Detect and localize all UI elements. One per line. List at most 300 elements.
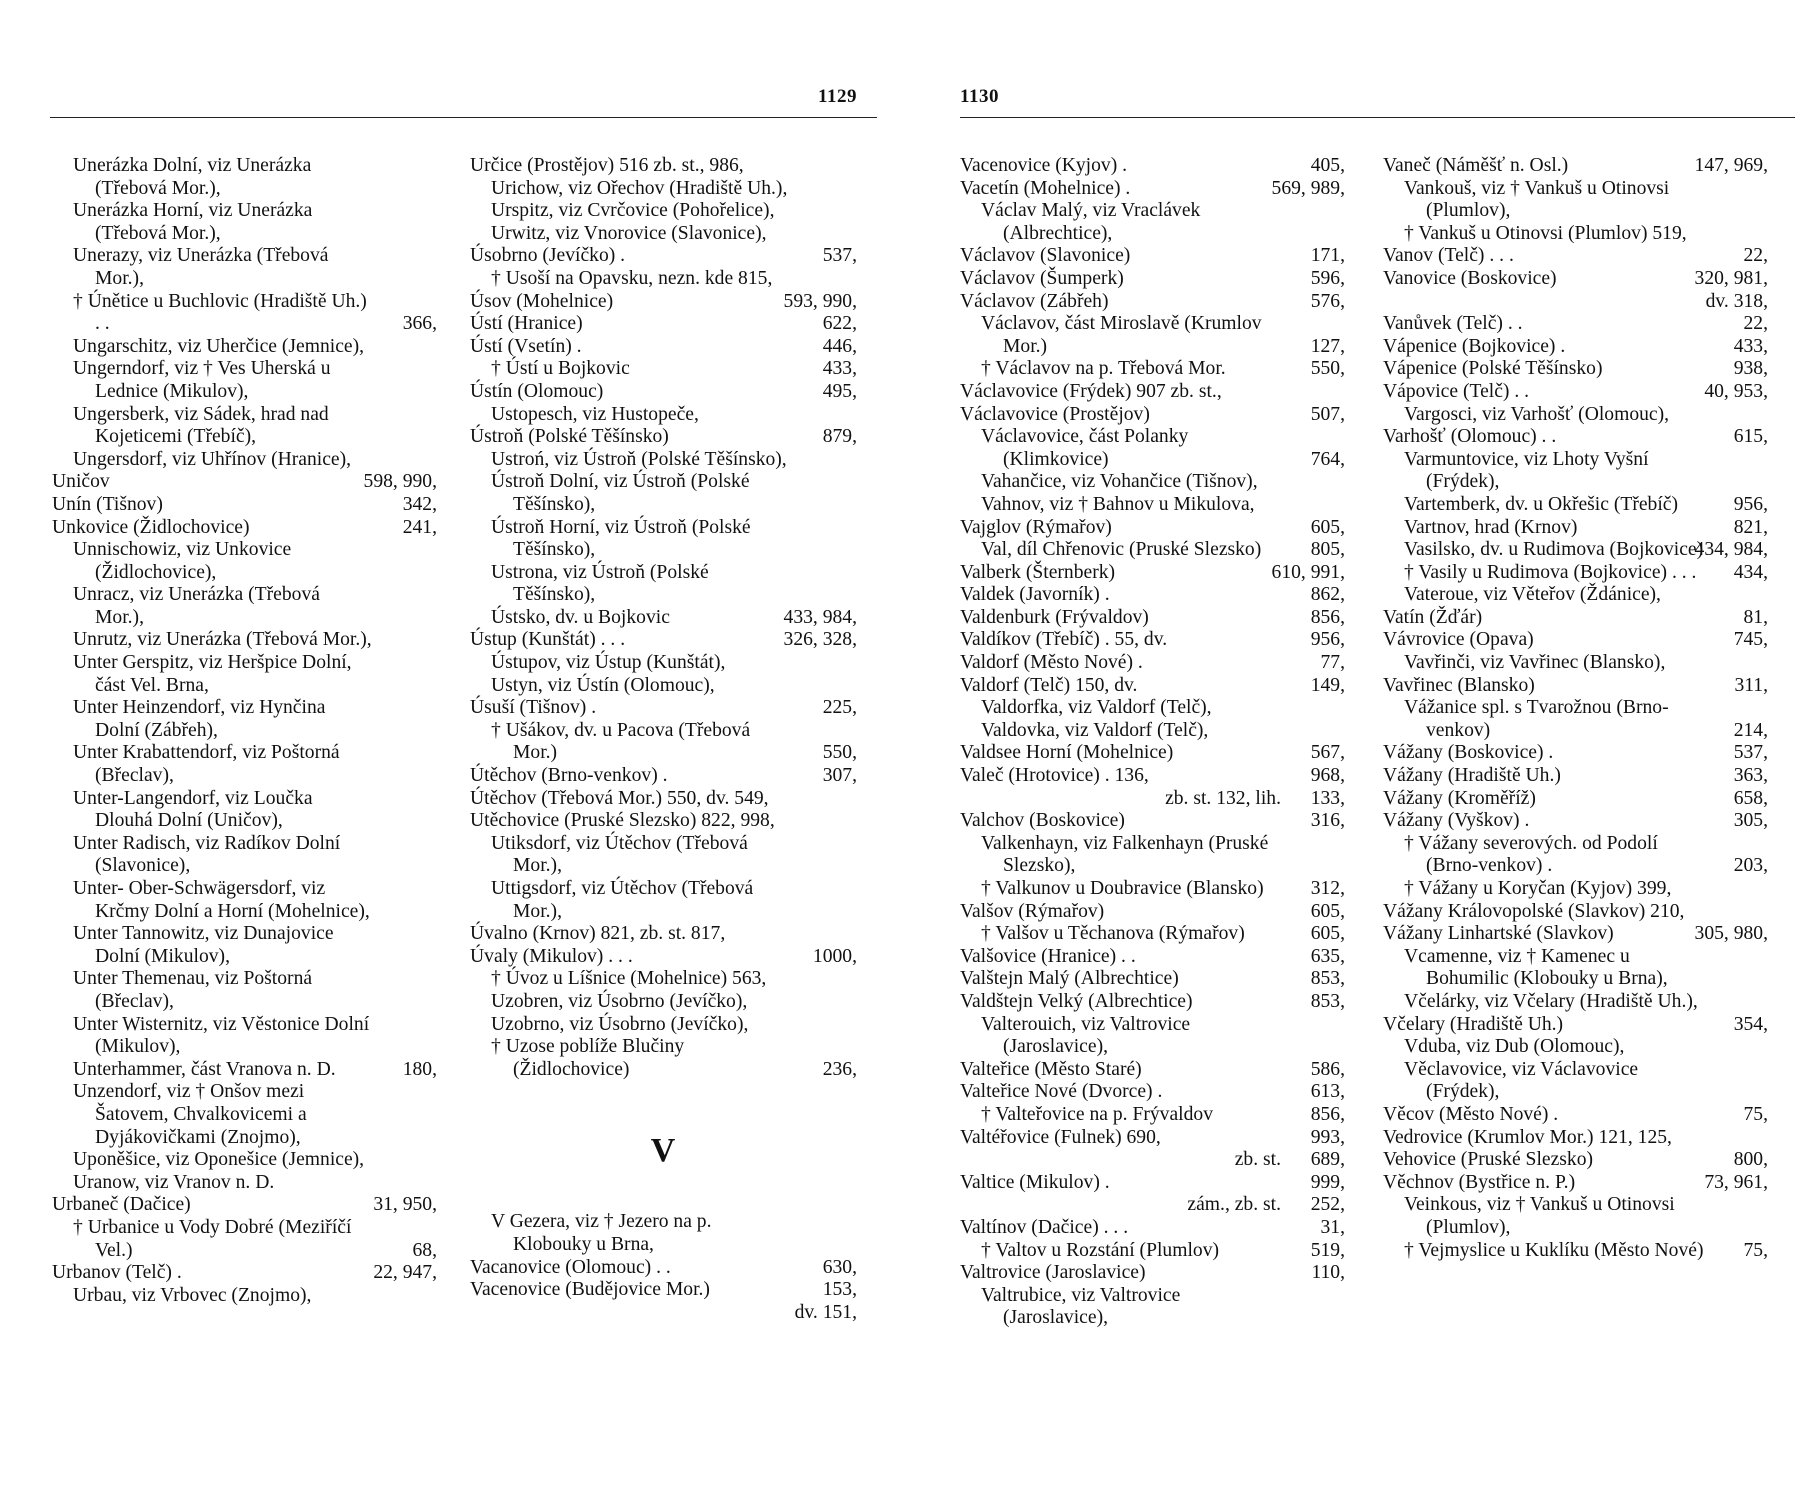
- index-entry: [52, 200, 437, 245]
- entry-text: Ustroń, viz Ústroň (Polské Těšínsko),: [491, 448, 787, 470]
- index-entry: [52, 336, 437, 359]
- index-entry: [960, 426, 1345, 471]
- index-entry: [1383, 607, 1768, 630]
- index-entry: [960, 1104, 1345, 1127]
- entry-text: Václavov, část Miroslavě (Krumlov Mor.): [981, 313, 1262, 357]
- entry-text: Unter Heinzendorf, viz Hynčina Dolní (Zábřeh),: [73, 697, 326, 741]
- entry-page-refs: 968,: [1310, 765, 1345, 787]
- index-entry: [52, 788, 437, 833]
- section-letter: V: [650, 1132, 677, 1170]
- index-entry: [52, 652, 437, 697]
- entry-text: Útěchov (Brno-venkov) .: [470, 765, 668, 787]
- index-entry: [960, 833, 1345, 878]
- index-entry: [960, 946, 1345, 969]
- entry-page-refs: 149,: [1310, 674, 1345, 696]
- entry-text: Valtrovice (Jaroslavice): [960, 1262, 1146, 1284]
- index-entry: [470, 878, 857, 923]
- entry-text: Vážany (Boskovice) .: [1383, 742, 1554, 764]
- index-entry: [1383, 991, 1768, 1014]
- index-entry: [1383, 1240, 1768, 1263]
- entry-text: † Ušákov, dv. u Pacova (Třebová Mor.): [491, 719, 751, 764]
- entry-text: Valdek (Javorník) .: [960, 584, 1110, 606]
- index-entry: [960, 494, 1345, 517]
- index-entry: [470, 788, 857, 811]
- entry-page-refs: 800,: [1733, 1149, 1768, 1171]
- entry-text: Včelary (Hradiště Uh.): [1383, 1013, 1564, 1035]
- index-entry: [52, 878, 437, 923]
- entry-text: Veinkous, viz † Vankuš u Otinovsi (Plumlov),: [1404, 1194, 1675, 1238]
- index-entry: [1383, 788, 1768, 811]
- index-entry: [1383, 449, 1768, 494]
- index-entry: [960, 313, 1345, 358]
- index-entry: [960, 539, 1345, 562]
- index-entry: [470, 155, 857, 178]
- entry-text: Valterouich, viz Valtrovice (Jaroslavice),: [981, 1013, 1191, 1058]
- entry-text: Valšov (Rýmařov): [960, 900, 1105, 922]
- entry-page-refs: 22,: [1743, 313, 1768, 335]
- entry-page-refs: 764,: [1310, 448, 1345, 470]
- entry-text: Uzobren, viz Úsobrno (Jevíčko),: [491, 990, 748, 1012]
- entry-text: Úvalno (Krnov) 821, zb. st. 817,: [470, 923, 726, 945]
- entry-text: Valštejn Malý (Albrechtice): [960, 968, 1179, 990]
- entry-text: Vduba, viz Dub (Olomouc),: [1404, 1036, 1625, 1058]
- entry-text: Vahančice, viz Vohančice (Tišnov),: [981, 471, 1258, 493]
- entry-text: Valtice (Mikulov) .: [960, 1171, 1110, 1193]
- index-entry: [960, 291, 1345, 314]
- index-entry: [470, 697, 857, 720]
- entry-page-refs: 81,: [1743, 606, 1768, 628]
- entry-page-refs: 312,: [1310, 878, 1345, 899]
- entry-page-refs: 405,: [1310, 155, 1345, 176]
- entry-text: Vavřinči, viz Vavřinec (Blansko),: [1404, 652, 1666, 674]
- entry-page-refs: 320, 981,: [1694, 267, 1768, 289]
- index-entry: [1383, 923, 1768, 946]
- index-entry: [470, 268, 857, 291]
- index-entry: [52, 1285, 437, 1308]
- index-entry: [960, 178, 1345, 201]
- index-entry: [960, 810, 1345, 833]
- index-entry: [1383, 742, 1768, 765]
- entry-text: Ústroň (Polské Těšínsko): [470, 426, 669, 448]
- entry-page-refs: 127,: [1310, 335, 1345, 357]
- entry-text: Věcov (Město Nové) .: [1383, 1103, 1559, 1125]
- index-column: [1383, 155, 1768, 1262]
- entry-text: Úsov (Mohelnice): [470, 290, 614, 312]
- entry-text: Úsobrno (Jevíčko) .: [470, 245, 626, 267]
- index-entry: [1383, 268, 1768, 291]
- index-entry: [960, 1240, 1345, 1263]
- index-entry: [52, 471, 437, 494]
- entry-text: Václavovice (Frýdek) 907 zb. st.,: [960, 380, 1222, 402]
- index-entry: [960, 471, 1345, 494]
- entry-text: † Uzose poblíže Blučiny (Židlochovice): [491, 1036, 685, 1080]
- index-entry: [960, 629, 1345, 652]
- index-entry: [1383, 313, 1768, 336]
- index-entry: [470, 1211, 857, 1256]
- index-entry: [470, 358, 857, 381]
- index-entry: [960, 155, 1345, 178]
- index-entry: [470, 336, 857, 359]
- entry-page-refs: 153,: [822, 1279, 857, 1301]
- index-column: [470, 155, 857, 1324]
- entry-page-refs: 434, 984,: [1694, 539, 1768, 561]
- index-entry: [1383, 1149, 1768, 1172]
- entry-text: Ungerndorf, viz † Ves Uherská u Lednice (Mikulov),: [73, 358, 331, 402]
- index-entry: [52, 358, 437, 403]
- entry-text: † Vážany u Koryčan (Kyjov) 399,: [1404, 878, 1672, 899]
- entry-text: † Valteřovice na p. Frývaldov: [981, 1103, 1213, 1125]
- entry-text: † Vejmyslice u Kuklíku (Město Nové): [1404, 1239, 1704, 1261]
- index-entry: [960, 901, 1345, 924]
- entry-page-refs: 805,: [1310, 539, 1345, 561]
- entry-text: Václavovice, část Polanky (Klimkovice): [981, 426, 1189, 470]
- index-entry: [1383, 652, 1768, 675]
- index-entry: [470, 923, 857, 946]
- entry-text: Úvaly (Mikulov) . . .: [470, 945, 633, 967]
- index-entry: [960, 968, 1345, 991]
- entry-text: Vacanovice (Olomouc) . .: [470, 1256, 671, 1278]
- entry-text: Václavovice (Prostějov): [960, 403, 1150, 425]
- entry-text: Utěchovice (Pruské Slezsko) 822, 998,: [470, 810, 775, 832]
- entry-text: † Václavov na p. Třebová Mor.: [981, 358, 1226, 380]
- entry-text: Urspitz, viz Cvrčovice (Pohořelice),: [491, 200, 775, 222]
- entry-text: Úsuší (Tišnov) .: [470, 697, 597, 719]
- entry-text: † Vankuš u Otinovsi (Plumlov) 519,: [1404, 222, 1687, 244]
- entry-page-refs: 598, 990,: [363, 471, 437, 493]
- index-entry: [1383, 946, 1768, 991]
- entry-text: Valkenhayn, viz Falkenhayn (Pruské Slezsko),: [981, 832, 1269, 877]
- entry-page-refs: 596,: [1310, 267, 1345, 289]
- entry-text: Valdenburk (Frývaldov): [960, 606, 1149, 628]
- entry-text: Ústroň Horní, viz Ústroň (Polské Těšínsko),: [491, 516, 751, 561]
- index-entry: [52, 1081, 437, 1149]
- index-entry: [1383, 697, 1768, 742]
- index-entry: [960, 381, 1345, 404]
- entry-page-refs: 305,: [1733, 810, 1768, 832]
- index-entry: [470, 1014, 857, 1037]
- index-column: [52, 155, 437, 1307]
- index-entry: [470, 833, 857, 878]
- index-entry: [470, 223, 857, 246]
- index-entry: [470, 517, 857, 562]
- entry-text: † Valtov u Rozstání (Plumlov): [981, 1239, 1220, 1261]
- index-entry: [52, 291, 437, 336]
- entry-page-refs: 203,: [1733, 855, 1768, 877]
- entry-text: Vápenice (Bojkovice) .: [1383, 335, 1566, 357]
- entry-page-refs: 567,: [1310, 742, 1345, 764]
- entry-text: Včelárky, viz Včelary (Hradiště Uh.),: [1404, 990, 1698, 1012]
- entry-text: Vankouš, viz † Vankuš u Otinovsi (Plumlov),: [1404, 177, 1670, 222]
- entry-text: Ústí (Hranice): [470, 313, 583, 335]
- entry-page-refs: 75,: [1743, 1239, 1768, 1261]
- entry-page-refs: 745,: [1733, 629, 1768, 651]
- index-entry: [960, 742, 1345, 765]
- entry-page-refs: 956,: [1733, 493, 1768, 515]
- index-entry: [1383, 584, 1768, 607]
- entry-page-refs: 605,: [1310, 900, 1345, 922]
- entry-text: † Únětice u Buchlovic (Hradiště Uh.) . .: [73, 290, 367, 335]
- entry-text: Urbau, viz Vrbovec (Znojmo),: [73, 1284, 312, 1306]
- index-entry: [470, 200, 857, 223]
- entry-text: Vartemberk, dv. u Okřešic (Třebíč): [1404, 493, 1679, 515]
- index-entry: [470, 765, 857, 788]
- entry-page-refs: 615,: [1733, 426, 1768, 448]
- index-entry: [960, 765, 1345, 788]
- entry-page-refs: 77,: [1320, 652, 1345, 674]
- entry-page-refs: 519,: [1310, 1239, 1345, 1261]
- index-entry: [470, 607, 857, 630]
- entry-text: Vacetín (Mohelnice) .: [960, 177, 1131, 199]
- entry-text: Vedrovice (Krumlov Mor.) 121, 125,: [1383, 1126, 1672, 1148]
- entry-page-refs: 40, 953,: [1704, 380, 1768, 402]
- index-entry: [960, 991, 1345, 1014]
- index-entry: [52, 584, 437, 629]
- entry-text: Vajglov (Rýmařov): [960, 516, 1112, 538]
- entry-page-refs: 316,: [1310, 810, 1345, 832]
- entry-text: Valchov (Boskovice): [960, 810, 1125, 832]
- entry-text: Věchnov (Bystřice n. P.): [1383, 1171, 1576, 1193]
- index-entry: [1383, 404, 1768, 427]
- entry-page-refs: 147, 969,: [1694, 155, 1768, 176]
- entry-text: Ungarschitz, viz Uherčice (Jemnice),: [73, 335, 365, 357]
- entry-text: Ustyn, viz Ústín (Olomouc),: [491, 674, 715, 696]
- entry-text: Vartnov, hrad (Krnov): [1404, 516, 1578, 538]
- page-number: 1130: [960, 86, 999, 107]
- entry-text: † Vasily u Rudimova (Bojkovice) . . .: [1404, 561, 1697, 583]
- entry-page-refs: 853,: [1310, 990, 1345, 1012]
- entry-text: Vasilsko, dv. u Rudimova (Bojkovice): [1404, 539, 1704, 561]
- entry-page-refs: 22, 947,: [373, 1262, 437, 1284]
- entry-page-refs: 366,: [402, 313, 437, 335]
- index-entry: [960, 1262, 1345, 1285]
- index-entry: [1383, 765, 1768, 788]
- index-entry: [470, 1279, 857, 1302]
- entry-text: Unterhammer, část Vranova n. D.: [73, 1058, 336, 1080]
- index-entry: [960, 1014, 1345, 1059]
- entry-text: † Úvoz u Líšnice (Mohelnice) 563,: [491, 968, 767, 990]
- index-entry: [960, 652, 1345, 675]
- entry-page-refs: 593, 990,: [783, 290, 857, 312]
- entry-text: Vanůvek (Telč) . .: [1383, 313, 1523, 335]
- entry-text: Václavov (Šumperk): [960, 267, 1124, 289]
- entry-text: Ústín (Olomouc): [470, 380, 604, 402]
- index-entry: [1383, 833, 1768, 878]
- index-entry: [1383, 675, 1768, 698]
- entry-page-refs: 433, 984,: [783, 606, 857, 628]
- index-entry: [960, 675, 1345, 698]
- entry-text: Vacenovice (Budějovice Mor.): [470, 1279, 710, 1301]
- index-entry: [1383, 245, 1768, 268]
- entry-page-refs: 999,: [1310, 1171, 1345, 1193]
- index-entry: [470, 810, 857, 833]
- index-entry: [52, 833, 437, 878]
- entry-text: Valdštejn Velký (Albrechtice): [960, 990, 1193, 1012]
- entry-text: Unerazy, viz Unerázka (Třebová Mor.),: [73, 245, 329, 289]
- entry-page-refs: 241,: [402, 516, 437, 538]
- index-entry: [1383, 517, 1768, 540]
- entry-text: Urichow, viz Ořechov (Hradiště Uh.),: [491, 177, 788, 199]
- entry-text: Varhošť (Olomouc) . .: [1383, 426, 1557, 448]
- entry-text: Vážany (Hradiště Uh.): [1383, 765, 1561, 787]
- entry-text: Ústupov, viz Ústup (Kunštát),: [491, 652, 726, 674]
- index-entry: [470, 381, 857, 404]
- index-entry: [52, 517, 437, 540]
- entry-text: Unter Krabattendorf, viz Poštorná (Břeclav),: [73, 742, 340, 787]
- entry-page-refs: 993,: [1310, 1126, 1345, 1148]
- entry-page-refs: 342,: [402, 493, 437, 515]
- entry-text: Unerázka Dolní, viz Unerázka (Třebová Mor.),: [73, 155, 312, 199]
- entry-page-refs: 610, 991,: [1271, 561, 1345, 583]
- entry-text: Valeč (Hrotovice) . 136,: [960, 765, 1149, 787]
- index-entry: [52, 742, 437, 787]
- index-entry: [1383, 1036, 1768, 1059]
- index-entry: [1383, 494, 1768, 517]
- index-entry: [1383, 223, 1768, 246]
- entry-page-refs: 236,: [822, 1058, 857, 1080]
- index-entry: [1383, 1127, 1768, 1150]
- entry-text: Vargosci, viz Varhošť (Olomouc),: [1404, 403, 1670, 425]
- entry-text: Valdorf (Telč) 150, dv.: [960, 674, 1138, 696]
- index-entry: [960, 697, 1345, 720]
- entry-page-refs: 507,: [1310, 403, 1345, 425]
- entry-text: Ungersberk, viz Sádek, hrad nad Kojeticemi (Třebíč),: [73, 403, 329, 448]
- entry-page-refs: 214,: [1733, 719, 1768, 741]
- entry-page-refs: 821,: [1733, 516, 1768, 538]
- entry-page-refs: 354,: [1733, 1013, 1768, 1035]
- index-entry: [1383, 358, 1768, 381]
- entry-text: Útěchov (Třebová Mor.) 550, dv. 549,: [470, 787, 769, 809]
- index-entry: [470, 426, 857, 449]
- entry-text: Uttigsdorf, viz Útěchov (Třebová Mor.),: [491, 878, 754, 922]
- entry-text: Vehovice (Pruské Slezsko): [1383, 1149, 1594, 1171]
- entry-page-refs: 537,: [1733, 742, 1768, 764]
- entry-text: Vaneč (Náměšť n. Osl.): [1383, 155, 1569, 176]
- entry-text: Ungersdorf, viz Uhřínov (Hranice),: [73, 448, 352, 470]
- entry-text: † Vážany severových. od Podolí (Brno-venkov) .: [1404, 832, 1658, 877]
- entry-page-refs: 75,: [1743, 1103, 1768, 1125]
- entry-page-refs: 307,: [822, 765, 857, 787]
- entry-page-refs: 495,: [822, 380, 857, 402]
- index-entry: [52, 494, 437, 517]
- entry-text: Unter- Ober-Schwägersdorf, viz Krčmy Dolní a Horní (Mohelnice),: [73, 878, 370, 922]
- entry-text: Valtéřovice (Fulnek) 690,: [960, 1126, 1161, 1148]
- index-entry: [52, 923, 437, 968]
- entry-page-refs: 862,: [1310, 584, 1345, 606]
- index-entry: [1383, 381, 1768, 404]
- entry-text: Vážany Linhartské (Slavkov): [1383, 923, 1614, 945]
- entry-text: Věclavovice, viz Václavovice (Frýdek),: [1404, 1058, 1639, 1103]
- entry-text: Ústí (Vsetín) .: [470, 335, 582, 357]
- entry-text: Vatín (Žďár): [1383, 606, 1483, 628]
- entry-text: Unter Themenau, viz Poštorná (Břeclav),: [73, 968, 313, 1012]
- index-entry: [960, 562, 1345, 585]
- entry-page-refs: 635,: [1310, 945, 1345, 967]
- index-entry: [52, 1172, 437, 1195]
- entry-page-refs: 613,: [1310, 1081, 1345, 1103]
- entry-text: Vážany (Vyškov) .: [1383, 810, 1530, 832]
- entry-page-refs: 180,: [402, 1058, 437, 1080]
- entry-page-refs: 110,: [1311, 1262, 1345, 1284]
- entry-text: Valberk (Šternberk): [960, 561, 1116, 583]
- entry-text: Ústsko, dv. u Bojkovic: [491, 606, 670, 628]
- index-entry: [470, 562, 857, 607]
- index-entry: [470, 675, 857, 698]
- entry-text: Unter Tannowitz, viz Dunajovice Dolní (Mikulov),: [73, 923, 334, 967]
- index-entry: [470, 313, 857, 336]
- index-entry: [470, 629, 857, 652]
- entry-page-refs: 537,: [822, 245, 857, 267]
- index-entry: [1383, 1194, 1768, 1239]
- index-entry: [52, 1059, 437, 1082]
- index-entry: [1383, 336, 1768, 359]
- index-block: [470, 155, 857, 1081]
- index-entry: [960, 1149, 1345, 1172]
- index-entry: [1383, 178, 1768, 223]
- entry-text: Val, díl Chřenovic (Pruské Slezsko): [981, 539, 1262, 561]
- entry-text: Urwitz, viz Vnorovice (Slavonice),: [491, 222, 767, 244]
- entry-text: Vápovice (Telč) . .: [1383, 380, 1530, 402]
- entry-text: Valdorfka, viz Valdorf (Telč),: [981, 697, 1212, 719]
- header-rule: [50, 117, 877, 118]
- entry-page-refs: 22,: [1743, 245, 1768, 267]
- header-rule: [960, 117, 1795, 118]
- entry-text: Urbanov (Telč) .: [52, 1262, 182, 1284]
- index-column: [960, 155, 1345, 1330]
- entry-text: Ustrona, viz Ústroň (Polské Těšínsko),: [491, 561, 709, 606]
- index-entry: [470, 449, 857, 472]
- entry-text: Ustopesch, viz Hustopeče,: [491, 403, 699, 425]
- entry-page-refs: 879,: [822, 426, 857, 448]
- entry-text: Vávrovice (Opava): [1383, 629, 1534, 651]
- entry-text: Václav Malý, viz Vraclávek (Albrechtice),: [981, 200, 1201, 244]
- index-entry: [470, 652, 857, 675]
- index-entry: [52, 1262, 437, 1285]
- index-entry: [470, 968, 857, 991]
- entry-text: Uzobrno, viz Úsobrno (Jevíčko),: [491, 1013, 749, 1035]
- index-entry: [470, 471, 857, 516]
- entry-page-refs: 1000,: [812, 945, 857, 967]
- entry-page-refs: 171,: [1310, 245, 1345, 267]
- index-entry: [470, 404, 857, 427]
- entry-text: Ústup (Kunštát) . . .: [470, 629, 626, 651]
- entry-text: Vcamenne, viz † Kamenec u Bohumilic (Klobouky u Brna),: [1404, 945, 1668, 990]
- entry-page-refs: 446,: [822, 335, 857, 357]
- entry-text: Václavov (Slavonice): [960, 245, 1131, 267]
- index-entry: [960, 1285, 1345, 1330]
- entry-page-refs: 856,: [1310, 606, 1345, 628]
- index-entry: [470, 946, 857, 969]
- index-block: [470, 1211, 857, 1324]
- index-entry: [960, 200, 1345, 245]
- entry-text: Ústroň Dolní, viz Ústroň (Polské Těšínsko),: [491, 471, 750, 515]
- index-entry: [960, 1217, 1345, 1240]
- index-entry: [1383, 1014, 1768, 1037]
- entry-text: Unracz, viz Unerázka (Třebová Mor.),: [73, 584, 320, 628]
- index-entry: [52, 1194, 437, 1217]
- index-entry: [1383, 539, 1768, 562]
- entry-text: zb. st. 132, lih.: [1165, 787, 1281, 809]
- index-entry: [1383, 155, 1768, 178]
- index-entry: [52, 697, 437, 742]
- entry-text: Vanov (Telč) . . .: [1383, 245, 1514, 267]
- entry-page-refs: 31,: [1320, 1216, 1345, 1238]
- entry-page-refs: 73, 961,: [1704, 1171, 1768, 1193]
- index-entry: [960, 607, 1345, 630]
- entry-page-refs: 550,: [1310, 358, 1345, 380]
- entry-page-refs: 433,: [1733, 335, 1768, 357]
- entry-text: † Ústí u Bojkovic: [491, 358, 630, 380]
- index-entry: [52, 1014, 437, 1059]
